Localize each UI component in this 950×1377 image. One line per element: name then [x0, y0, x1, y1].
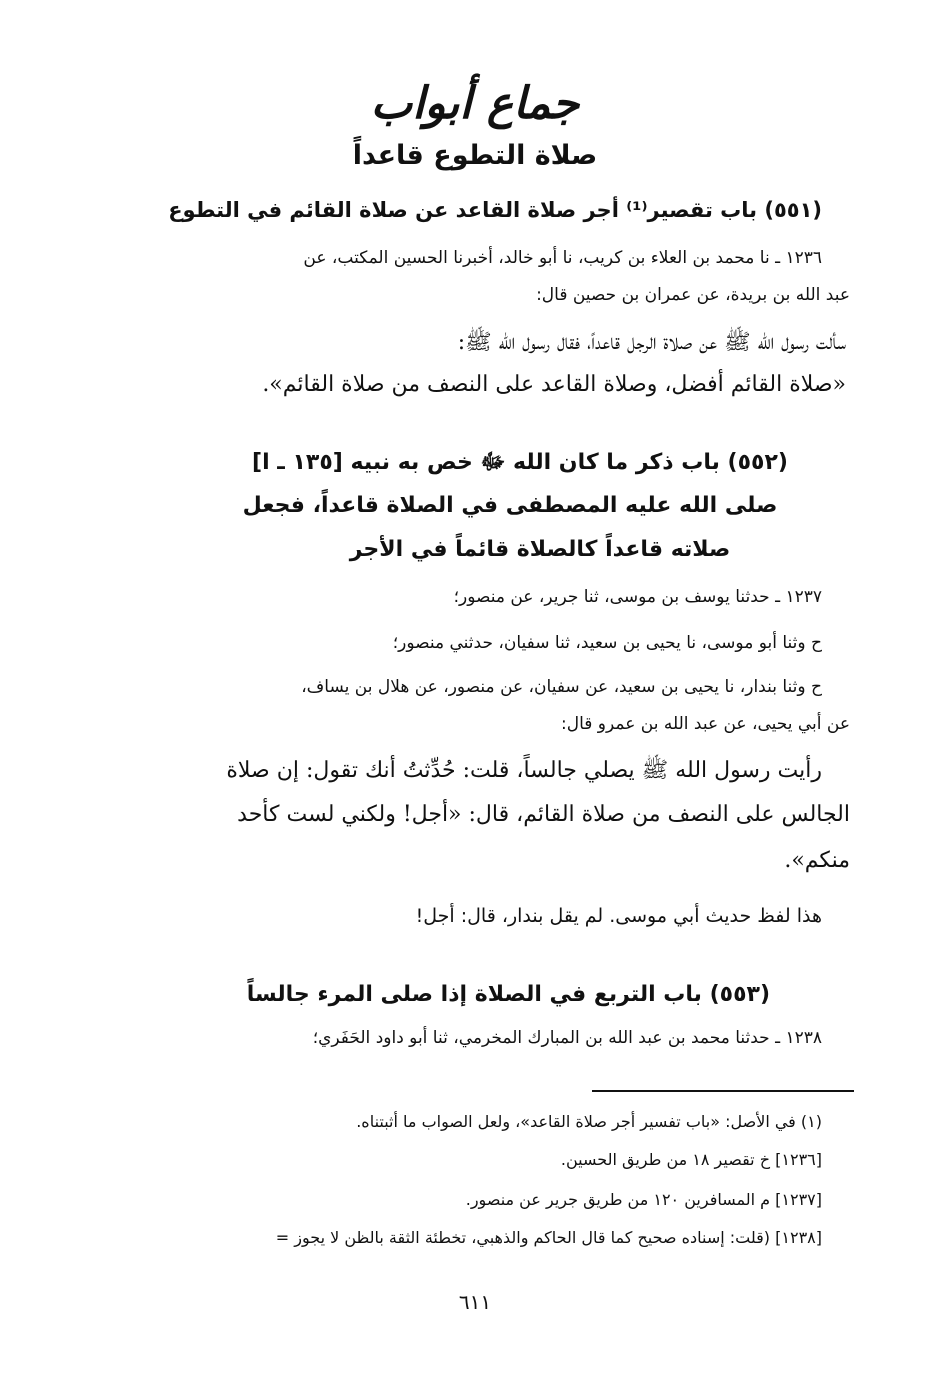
isnad-1236-line2: عبد الله بن بريدة، عن عمران بن حصين قال: [536, 285, 850, 305]
footnote-separator [592, 1090, 854, 1092]
footnote-1236: [١٢٣٦] خ تقصير ١٨ من طريق الحسين. [560, 1150, 822, 1169]
isnad-1237-line3: ح وثنا بندار، نا يحيى بن سعيد، عن سفيان، عن منصور، عن هلال بن يساف، [301, 677, 822, 697]
isnad-1237-line4: عن أبي يحيى، عن عبد الله بن عمرو قال: [561, 714, 850, 734]
chapter-title-553: (٥٥٣) باب التربع في الصلاة إذا صلى المرء جالساً [246, 982, 770, 1007]
comment-1237: هذا لفظ حديث أبي موسى. لم يقل بندار، قال: أجل! [415, 905, 822, 927]
matn-1237-line3: منكم». [784, 848, 850, 873]
footnote-1: (١) في الأصل: «باب تفسير أجر صلاة القاعد»، ولعل الصواب ما أثبتناه. [356, 1112, 822, 1131]
chapter-title-552-line2: صلى الله عليه المصطفى في الصلاة قاعداً، فجعل [242, 493, 778, 518]
matn-1237-line2: الجالس على النصف من صلاة القائم، قال: «أجل! ولكني لست كأحد [237, 802, 850, 827]
footnote-1238: [١٢٣٨] (قلت: إسناده صحيح كما قال الحاكم والذهبي، تخطئة الثقة بالظن لا يجوز = [275, 1228, 822, 1247]
isnad-1238-line1: ١٢٣٨ ـ حدثنا محمد بن عبد الله بن المبارك المخرمي، ثنا أبو داود الحَفَري؛ [312, 1028, 822, 1048]
matn-1237-line1: رأيت رسول الله ﷺ يصلي جالساً، قلت: حُدِّثتُ أنك تقول: إن صلاة [226, 758, 822, 783]
page-number: ٦١١ [458, 1290, 492, 1314]
chapter-title-552-line3: صلاته قاعداً كالصلاة قائماً في الأجر [349, 537, 731, 562]
footnote-1237: [١٢٣٧] م المسافرين ١٢٠ من طريق جرير عن منصور. [465, 1190, 822, 1209]
isnad-1237-line2: ح وثنا أبو موسى، نا يحيى بن سعيد، ثنا سفيان، حدثني منصور؛ [392, 633, 822, 653]
isnad-1236-line1: ١٢٣٦ ـ نا محمد بن العلاء بن كريب، نا أبو خالد، أخبرنا الحسين المكتب، عن [303, 248, 822, 268]
section-subtitle: صلاة التطوع قاعداً [352, 140, 598, 171]
chapter-title-551: (٥٥١) باب تقصير⁽¹⁾ أجر صلاة القاعد عن صلاة القائم في التطوع [168, 198, 822, 222]
section-heading-calligraphy: جماع أبواب [370, 78, 580, 129]
matn-1236-line1: سألت رسول الله ﷺ عن صلاة الرجل قاعداً، فقال رسول الله ﷺ: [457, 330, 846, 355]
isnad-1237-line1: ١٢٣٧ ـ حدثنا يوسف بن موسى، ثنا جرير، عن منصور؛ [453, 587, 822, 607]
chapter-title-552-line1: (٥٥٢) باب ذكر ما كان الله ﷻ خص به نبيه [١٣٥ ـ ا] [252, 450, 788, 475]
matn-1236-line2: «صلاة القائم أفضل، وصلاة القاعد على النصف من صلاة القائم». [262, 372, 846, 397]
